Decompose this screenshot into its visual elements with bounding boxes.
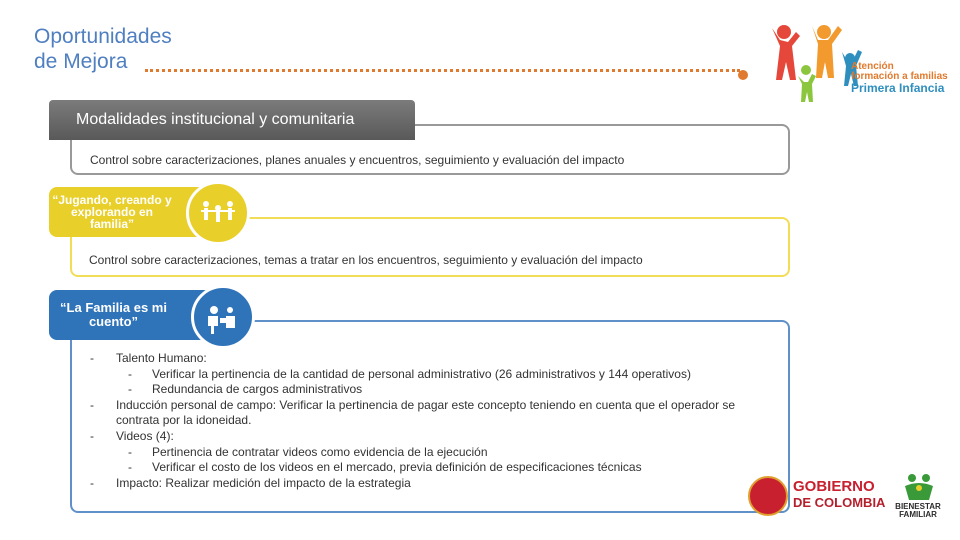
divider-endpoint [738,70,748,80]
children-playing-icon [186,181,250,245]
section-tab: Modalidades institucional y comunitaria [49,100,415,140]
list-subitem [90,460,770,476]
family-figures-icon [772,25,862,102]
logo-line-1: Atención [851,61,894,72]
bullet-dash: - [128,460,132,475]
list-item-text: Talento Humano: [116,351,207,365]
bullet-dash: - [128,444,132,459]
program-label-familia [49,290,212,340]
gov-line-1: GOBIERNO [793,478,875,495]
bullet-dash: - [90,351,94,365]
list-subitem [90,367,770,383]
list-subitem-text: Verificar la pertinencia de la cantidad de personal administrativo (26 administrativos y 144 operativos) [152,366,691,381]
list-item [90,476,770,492]
logo-line-2: formación a familias [851,71,948,82]
program-name-familia: “La Familia es mi cuento” [60,300,167,329]
bullet-dash: - [90,475,94,490]
icbf-family-icon [902,472,936,502]
icbf-logo-text [894,503,942,519]
list-item-text: Inducción personal de campo: Verificar la pertinencia de pagar este concepto teniendo en cuenta que el operador se contrata por la idoneidad. [116,397,736,428]
icbf-line-2: FAMILIAR [899,510,937,519]
logo-line-3: Primera Infancia [851,81,945,95]
icbf-line-1: BIENESTAR [895,502,941,511]
gov-line-2: DE COLOMBIA [793,495,886,510]
list-subitem [90,382,770,398]
improvement-list [90,351,770,491]
list-subitem-text: Verificar el costo de los videos en el mercado, previa definición de especificaciones técnicas [152,460,642,475]
list-subitem [90,445,770,461]
list-item [90,429,770,445]
list-item [90,398,770,429]
list-item [90,351,770,367]
list-subitem-text: Pertinencia de contratar videos como evidencia de la ejecución [152,444,488,459]
page-title: Oportunidades de Mejora [34,25,172,73]
family-reading-icon [191,285,255,349]
government-logo-text [793,479,885,511]
dotted-divider [145,69,740,72]
bullet-dash: - [128,366,132,381]
bullet-dash: - [90,397,94,412]
list-subitem-text: Redundancia de cargos administrativos [152,382,363,397]
program-name-jugando: “Jugando, creando y explorando en familia” [52,193,172,231]
modalidades-text: Control sobre caracterizaciones, planes anuales y encuentros, seguimiento y evaluación del impacto [90,153,625,167]
bullet-dash: - [90,428,94,443]
colombia-shield-icon [748,476,788,516]
jugando-text: Control sobre caracterizaciones, temas a tratar en los encuentros, seguimiento y evaluación del impacto [89,253,643,267]
list-item-text: Videos (4): [116,428,174,443]
logo-caption [851,62,948,94]
bullet-dash: - [128,382,132,397]
program-label-jugando [49,187,209,237]
list-item-text: Impacto: Realizar medición del impacto de la estrategia [116,475,411,490]
